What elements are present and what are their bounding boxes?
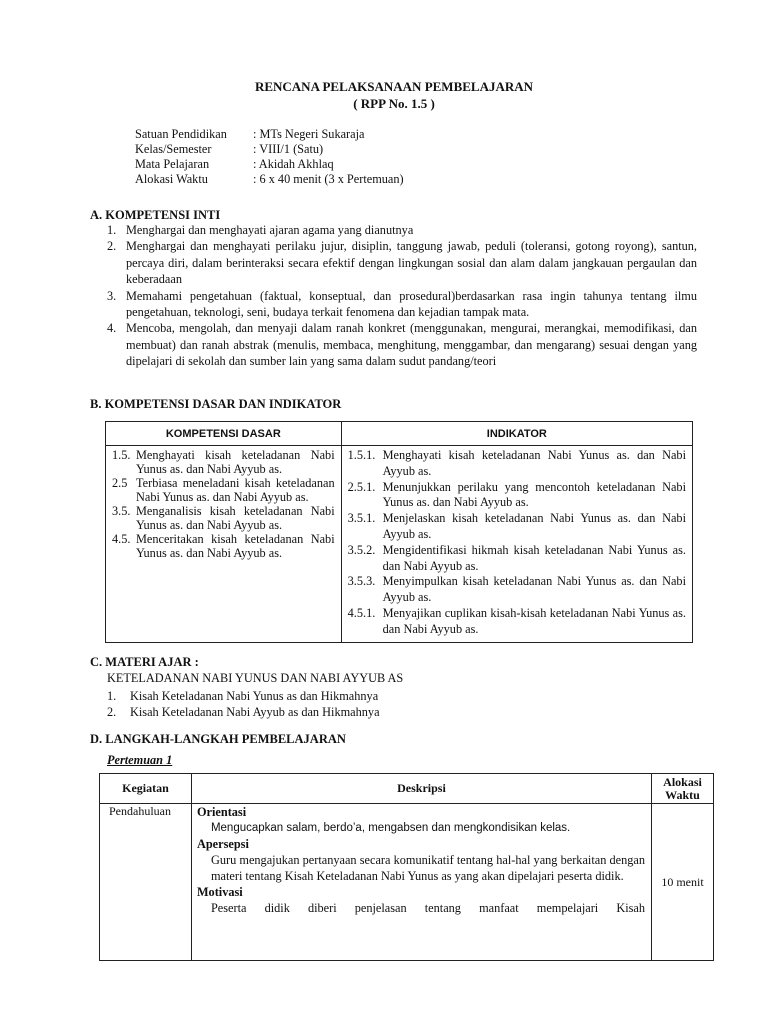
identity-row <box>135 172 404 187</box>
motivasi-text: Peserta didik diberi penjelasan tentang manfaat mempelajari Kisah <box>210 901 646 915</box>
list-text: Menghargai dan menghayati perilaku jujur, disiplin, tanggung jawab, peduli (toleransi, gotong royong), santun, percaya diri, dalam berinteraksi secara efektif dengan lingkungan sosial dan alam dalam jangkauan pergaulan dan keberadaan <box>126 239 697 287</box>
identity-value: : Akidah Akhlaq <box>253 157 334 171</box>
list-number: 2. <box>107 239 117 254</box>
indikator-item <box>348 543 686 575</box>
indikator-text: Menyajikan cuplikan kisah-kisah keteladanan Nabi Yunus as. dan Nabi Ayyub as. <box>382 605 686 636</box>
kd-text: Menceritakan kisah keteladanan Nabi Yunus as. dan Nabi Ayyub as. <box>136 532 335 560</box>
kd-item <box>112 476 335 504</box>
list-item <box>107 688 380 704</box>
deskripsi-content <box>197 804 645 960</box>
indikator-text: Menjelaskan kisah keteladanan Nabi Yunus as. dan Nabi Ayyub as. <box>382 511 686 541</box>
indikator-number: 2.5.1. <box>347 479 376 494</box>
identity-key: Alokasi Waktu <box>135 172 208 186</box>
alokasi-cell: 10 menit <box>652 804 714 961</box>
indikator-text: Menyimpulkan kisah keteladanan Nabi Yunus as. dan Nabi Ayyub as. <box>382 574 686 605</box>
identity-key: Mata Pelajaran <box>135 157 210 171</box>
list-text: Mencoba, mengolah, dan menyaji dalam ranah konkret (menggunakan, mengurai, merangkai, memodifikasi, dan membuat) dan ranah abstrak (menulis, membaca, menghitung, menggambar, dan mengarang) sesuai dengan yang dipelajari di sekolah dan sumber lain yang sama dalam sudut pandang/teori <box>126 321 697 369</box>
document-subtitle: ( RPP No. 1.5 ) <box>353 96 435 111</box>
identity-value: : 6 x 40 menit (3 x Pertemuan) <box>253 172 404 186</box>
column-header-kegiatan: Kegiatan <box>100 774 192 804</box>
list-item <box>107 704 380 720</box>
indikator-number: 3.5.2. <box>347 542 376 557</box>
indikator-item <box>348 511 686 543</box>
identity-row <box>135 157 404 172</box>
kd-item <box>112 504 335 532</box>
deskripsi-cell <box>191 804 651 961</box>
indikator-text: Mengidentifikasi hikmah kisah keteladanan Nabi Yunus as. dan Nabi Ayyub as. <box>382 542 686 573</box>
list-number: 2. <box>107 705 117 719</box>
column-header-kompetensi-dasar: KOMPETENSI DASAR <box>106 422 342 446</box>
kd-text: Menganalisis kisah keteladanan Nabi Yunus as. dan Nabi Ayyub as. <box>136 504 335 532</box>
list-text: Kisah Keteladanan Nabi Ayyub as dan Hikmahnya <box>130 705 380 719</box>
section-b-heading: B. KOMPETENSI DASAR DAN INDIKATOR <box>90 397 342 411</box>
identity-value: : VIII/1 (Satu) <box>253 142 324 156</box>
document-title: RENCANA PELAKSANAAN PEMBELAJARAN <box>254 79 534 94</box>
list-text: Memahami pengetahuan (faktual, konseptual, dan prosedural)berdasarkan rasa ingin tahunya tentang ilmu pengetahuan, teknologi, seni, budaya terkait fenomena dan kejadian tampak mata. <box>126 288 697 320</box>
identity-row <box>135 127 404 142</box>
kd-number: 1.5. <box>112 448 131 462</box>
indikator-number: 3.5.3. <box>347 574 376 589</box>
indikator-item <box>348 480 686 512</box>
list-item <box>107 238 697 287</box>
identity-block <box>135 127 404 187</box>
indikator-number: 3.5.1. <box>347 511 376 526</box>
list-number: 1. <box>107 689 117 703</box>
section-a-heading: A. KOMPETENSI INTI <box>90 208 221 222</box>
indikator-cell <box>341 446 692 643</box>
kd-item <box>112 532 335 560</box>
list-number: 1. <box>107 223 117 237</box>
motivasi-label: Motivasi <box>196 885 243 899</box>
kd-number: 3.5. <box>112 504 131 518</box>
kd-item <box>112 448 335 476</box>
identity-row <box>135 142 404 157</box>
indikator-item <box>348 606 686 638</box>
langkah-table <box>99 773 714 961</box>
section-c-heading: C. MATERI AJAR : <box>90 655 199 669</box>
indikator-item <box>348 574 686 606</box>
kd-text: Terbiasa meneladani kisah keteladanan Nabi Yunus as. dan Nabi Ayyub as. <box>136 476 335 504</box>
list-item <box>107 320 697 369</box>
column-header-alokasi-line: Alokasi <box>663 774 702 789</box>
materi-subtitle: KETELADANAN NABI YUNUS DAN NABI AYYUB AS <box>107 671 404 685</box>
kompetensi-table <box>105 421 693 643</box>
identity-key: Satuan Pendidikan <box>135 127 227 141</box>
identity-value: : MTs Negeri Sukaraja <box>253 127 365 141</box>
column-header-indikator: INDIKATOR <box>341 422 692 446</box>
column-header-deskripsi: Deskripsi <box>191 774 651 804</box>
apersepsi-label: Apersepsi <box>196 837 249 851</box>
list-item <box>107 288 697 321</box>
kd-number: 2.5 <box>112 476 128 490</box>
kd-text: Menghayati kisah keteladanan Nabi Yunus as. dan Nabi Ayyub as. <box>136 448 335 476</box>
orientasi-label: Orientasi <box>196 805 247 819</box>
indikator-number: 1.5.1. <box>347 448 376 462</box>
list-number: 4. <box>107 321 117 336</box>
column-header-waktu-line: Waktu <box>665 787 700 802</box>
pertemuan-label: Pertemuan 1 <box>107 753 173 767</box>
orientasi-text: Mengucapkan salam, berdo’a, mengabsen dan mengkondisikan kelas. <box>210 822 571 834</box>
kompetensi-dasar-cell <box>106 446 342 643</box>
list-number: 3. <box>107 288 117 303</box>
indikator-number: 4.5.1. <box>347 605 376 620</box>
materi-list <box>107 688 380 720</box>
kegiatan-cell: Pendahuluan <box>100 804 192 961</box>
indikator-text: Menunjukkan perilaku yang mencontoh keteladanan Nabi Yunus as. dan Nabi Ayyub as. <box>382 479 686 510</box>
column-header-alokasi <box>652 774 714 804</box>
identity-key: Kelas/Semester <box>135 142 212 156</box>
indikator-text: Menghayati kisah keteladanan Nabi Yunus as. dan Nabi Ayyub as. <box>382 448 686 478</box>
kd-number: 4.5. <box>112 532 131 546</box>
list-item <box>107 222 697 238</box>
kompetensi-inti-list <box>107 222 697 370</box>
list-text: Menghargai dan menghayati ajaran agama yang dianutnya <box>126 223 414 237</box>
list-text: Kisah Keteladanan Nabi Yunus as dan Hikmahnya <box>130 689 379 703</box>
indikator-item <box>348 448 686 480</box>
apersepsi-text: Guru mengajukan pertanyaan secara komunikatif tentang hal-hal yang berkaitan dengan materi tentang Kisah Keteladanan Nabi Yunus as yang akan dipelajari peserta didik. <box>210 853 646 883</box>
section-d-heading: D. LANGKAH-LANGKAH PEMBELAJARAN <box>90 732 346 746</box>
